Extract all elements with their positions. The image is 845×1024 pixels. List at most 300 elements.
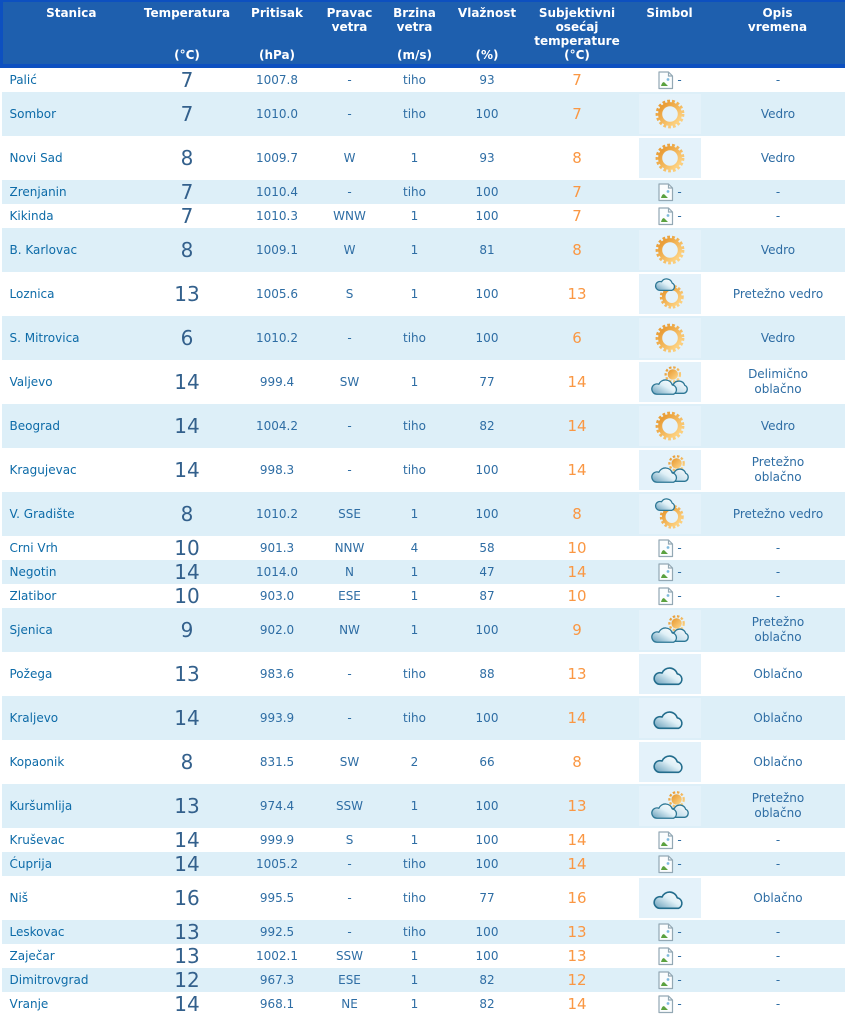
- wind-direction-cell: NE: [341, 997, 358, 1011]
- feels-like-cell: 6: [572, 329, 582, 347]
- wind-speed-cell: tiho: [403, 711, 426, 725]
- sun-behind-small-cloud-icon: [652, 277, 688, 311]
- description-cell: [710, 536, 845, 560]
- cloud-icon: [651, 883, 689, 913]
- wind-direction-cell: SSW: [335, 799, 364, 813]
- description-line: -: [775, 924, 781, 939]
- pressure-cell: 995.5: [259, 891, 295, 905]
- column-label-line: Pritisak: [251, 6, 303, 20]
- temperature-cell: 8: [180, 750, 194, 774]
- temperature-cell: 14: [174, 706, 200, 730]
- station-cell: Kopaonik: [9, 755, 65, 769]
- station-cell: Novi Sad: [9, 151, 63, 165]
- feels-like-cell: 8: [572, 753, 582, 771]
- sun-icon: [652, 409, 688, 443]
- description-line: Pretežno vedro: [732, 286, 824, 301]
- missing-image-alt-text: -: [677, 857, 682, 871]
- wind-direction-cell: NNW: [334, 541, 365, 555]
- wind-speed-cell: tiho: [403, 857, 426, 871]
- weather-symbol-box: [639, 274, 701, 314]
- cloud-icon: [651, 747, 689, 777]
- wind-speed-cell: tiho: [403, 419, 426, 433]
- temperature-cell: 14: [174, 992, 200, 1016]
- pressure-cell: 998.3: [259, 463, 295, 477]
- temperature-cell: 14: [174, 560, 200, 584]
- column-unit: (%): [475, 48, 499, 62]
- wind-direction-cell: -: [347, 711, 352, 725]
- description-cell: [710, 992, 845, 1016]
- description-cell: [710, 696, 845, 740]
- humidity-cell: 82: [479, 973, 495, 987]
- wind-speed-cell: tiho: [403, 891, 426, 905]
- missing-symbol: [657, 923, 681, 942]
- weather-symbol-box: [639, 878, 701, 918]
- feels-like-cell: 10: [567, 539, 587, 557]
- station-cell: V. Gradište: [9, 507, 75, 521]
- symbol-cell: [630, 944, 710, 968]
- sun-behind-clouds-icon: [651, 366, 689, 398]
- temperature-cell: 7: [180, 68, 194, 92]
- weather-symbol-box: [639, 742, 701, 782]
- missing-symbol: [657, 855, 681, 874]
- column-unit: (°C): [564, 48, 590, 62]
- humidity-cell: 100: [475, 463, 499, 477]
- weather-symbol-box: [639, 230, 701, 270]
- humidity-cell: 88: [479, 667, 495, 681]
- broken-image-icon: [657, 71, 674, 90]
- humidity-cell: 100: [475, 287, 499, 301]
- wind-direction-cell: -: [347, 463, 352, 477]
- feels-like-cell: 7: [572, 207, 582, 225]
- pressure-cell: 1010.2: [256, 331, 298, 345]
- broken-image-icon: [657, 207, 674, 226]
- description-line: Vedro: [760, 150, 796, 165]
- broken-image-icon: [657, 587, 674, 606]
- humidity-cell: 77: [479, 891, 495, 905]
- symbol-cell: [630, 784, 710, 828]
- missing-symbol: [657, 563, 681, 582]
- station-cell: Kuršumlija: [9, 799, 73, 813]
- wind-direction-cell: -: [347, 419, 352, 433]
- column-header-station: [2, 1, 140, 66]
- description-cell: [710, 492, 845, 536]
- weather-symbol-box: [639, 450, 701, 490]
- table-row: [2, 784, 845, 828]
- missing-symbol: [657, 947, 681, 966]
- symbol-cell: [630, 852, 710, 876]
- temperature-cell: 12: [174, 968, 200, 992]
- symbol-cell: [630, 92, 710, 136]
- sun-icon: [652, 233, 688, 267]
- description-line: Pretežno vedro: [732, 506, 824, 521]
- feels-like-cell: 7: [572, 105, 582, 123]
- temperature-cell: 13: [174, 794, 200, 818]
- pressure-cell: 831.5: [259, 755, 295, 769]
- pressure-cell: 1005.2: [256, 857, 298, 871]
- table-row: [2, 272, 845, 316]
- feels-like-cell: 7: [572, 183, 582, 201]
- pressure-cell: 1014.0: [256, 565, 298, 579]
- column-label: [3, 6, 140, 20]
- missing-image-alt-text: -: [677, 185, 682, 199]
- symbol-cell: [630, 448, 710, 492]
- feels-like-cell: 10: [567, 587, 587, 605]
- station-cell: Zaječar: [9, 949, 55, 963]
- table-row: [2, 968, 845, 992]
- wind-speed-cell: 1: [410, 973, 419, 987]
- broken-image-icon: [657, 971, 674, 990]
- wind-speed-cell: tiho: [403, 463, 426, 477]
- description-line: -: [775, 856, 781, 871]
- humidity-cell: 100: [475, 507, 499, 521]
- description-cell: [710, 228, 845, 272]
- wind-speed-cell: tiho: [403, 331, 426, 345]
- description-line: oblačno: [754, 630, 802, 644]
- feels-like-cell: 9: [572, 621, 582, 639]
- table-header: [2, 1, 845, 66]
- sun-icon: [652, 97, 688, 131]
- humidity-cell: 100: [475, 331, 499, 345]
- temperature-cell: 14: [174, 458, 200, 482]
- column-label: [710, 6, 845, 34]
- sun-icon: [652, 141, 688, 175]
- description-line: oblačno: [754, 470, 802, 484]
- station-cell: Sjenica: [9, 623, 53, 637]
- table-row: [2, 448, 845, 492]
- description-cell: [710, 66, 845, 92]
- symbol-cell: [630, 136, 710, 180]
- pressure-cell: 1010.0: [256, 107, 298, 121]
- humidity-cell: 81: [479, 243, 495, 257]
- description-line: -: [775, 184, 781, 199]
- column-label-line: Brzina: [393, 6, 436, 20]
- missing-image-alt-text: -: [677, 209, 682, 223]
- wind-direction-cell: N: [345, 565, 354, 579]
- temperature-cell: 10: [174, 536, 200, 560]
- symbol-cell: [630, 992, 710, 1016]
- weather-symbol-box: [639, 406, 701, 446]
- missing-image-alt-text: -: [677, 73, 682, 87]
- wind-speed-cell: tiho: [403, 185, 426, 199]
- wind-speed-cell: 1: [410, 375, 419, 389]
- weather-symbol-box: [639, 362, 701, 402]
- symbol-cell: [630, 204, 710, 228]
- symbol-cell: [630, 536, 710, 560]
- missing-image-alt-text: -: [677, 565, 682, 579]
- description-line: Pretežno: [751, 455, 805, 469]
- wind-direction-cell: WNW: [333, 209, 366, 223]
- station-cell: Kraljevo: [9, 711, 59, 725]
- station-cell: Zrenjanin: [9, 185, 67, 199]
- broken-image-icon: [657, 995, 674, 1014]
- pressure-cell: 999.4: [259, 375, 295, 389]
- column-header-humidity: [450, 1, 525, 66]
- description-cell: [710, 404, 845, 448]
- pressure-cell: 903.0: [259, 589, 295, 603]
- description-cell: [710, 584, 845, 608]
- table-row: [2, 652, 845, 696]
- description-line: Oblačno: [753, 890, 803, 905]
- station-cell: B. Karlovac: [9, 243, 78, 257]
- wind-speed-cell: 1: [410, 833, 419, 847]
- feels-like-cell: 8: [572, 241, 582, 259]
- description-cell: [710, 560, 845, 584]
- column-label-line: osećaj: [555, 20, 599, 34]
- description-cell: [710, 852, 845, 876]
- broken-image-icon: [657, 947, 674, 966]
- feels-like-cell: 8: [572, 505, 582, 523]
- description-cell: [710, 92, 845, 136]
- station-cell: Loznica: [9, 287, 55, 301]
- feels-like-cell: 14: [567, 831, 587, 849]
- table-row: [2, 920, 845, 944]
- missing-image-alt-text: -: [677, 973, 682, 987]
- station-cell: Ćuprija: [9, 857, 53, 871]
- wind-direction-cell: -: [347, 73, 352, 87]
- description-cell: [710, 652, 845, 696]
- pressure-cell: 1009.7: [256, 151, 298, 165]
- column-label: [380, 6, 450, 34]
- description-line: Oblačno: [753, 754, 803, 769]
- symbol-cell: [630, 404, 710, 448]
- wind-speed-cell: 1: [410, 287, 419, 301]
- column-label-line: Vlažnost: [457, 6, 517, 20]
- station-cell: Palić: [9, 73, 37, 87]
- pressure-cell: 1005.6: [256, 287, 298, 301]
- wind-direction-cell: SSW: [335, 949, 364, 963]
- humidity-cell: 87: [479, 589, 495, 603]
- missing-image-alt-text: -: [677, 949, 682, 963]
- description-line: Vedro: [760, 330, 796, 345]
- description-cell: [710, 360, 845, 404]
- pressure-cell: 1007.8: [256, 73, 298, 87]
- table-row: [2, 608, 845, 652]
- broken-image-icon: [657, 539, 674, 558]
- wind-speed-cell: 2: [410, 755, 419, 769]
- table-row: [2, 584, 845, 608]
- humidity-cell: 100: [475, 711, 499, 725]
- symbol-cell: [630, 608, 710, 652]
- temperature-cell: 7: [180, 204, 194, 228]
- weather-symbol-box: [639, 94, 701, 134]
- temperature-cell: 13: [174, 944, 200, 968]
- description-cell: [710, 876, 845, 920]
- broken-image-icon: [657, 831, 674, 850]
- description-line: -: [775, 996, 781, 1011]
- missing-image-alt-text: -: [677, 925, 682, 939]
- column-header-description: [710, 1, 845, 66]
- missing-symbol: [657, 971, 681, 990]
- pressure-cell: 992.5: [259, 925, 295, 939]
- description-line: Oblačno: [753, 710, 803, 725]
- symbol-cell: [630, 66, 710, 92]
- missing-symbol: [657, 539, 681, 558]
- wind-direction-cell: SSE: [338, 507, 361, 521]
- wind-direction-cell: SW: [339, 375, 360, 389]
- station-cell: Požega: [9, 667, 53, 681]
- weather-symbol-box: [639, 318, 701, 358]
- humidity-cell: 100: [475, 833, 499, 847]
- pressure-cell: 1010.4: [256, 185, 298, 199]
- table-row: [2, 740, 845, 784]
- broken-image-icon: [657, 563, 674, 582]
- temperature-cell: 6: [180, 326, 194, 350]
- humidity-cell: 66: [479, 755, 495, 769]
- temperature-cell: 13: [174, 282, 200, 306]
- station-cell: Dimitrovgrad: [9, 973, 89, 987]
- humidity-cell: 93: [479, 73, 495, 87]
- description-cell: [710, 740, 845, 784]
- table-row: [2, 66, 845, 92]
- table-row: [2, 944, 845, 968]
- humidity-cell: 82: [479, 997, 495, 1011]
- missing-image-alt-text: -: [677, 589, 682, 603]
- column-header-wind_dir: [320, 1, 380, 66]
- pressure-cell: 1010.3: [256, 209, 298, 223]
- wind-speed-cell: tiho: [403, 667, 426, 681]
- table-row: [2, 828, 845, 852]
- temperature-cell: 13: [174, 920, 200, 944]
- wind-direction-cell: W: [343, 243, 356, 257]
- description-cell: [710, 784, 845, 828]
- wind-direction-cell: -: [347, 667, 352, 681]
- table-row: [2, 136, 845, 180]
- description-cell: [710, 608, 845, 652]
- temperature-cell: 16: [174, 886, 200, 910]
- description-line: -: [775, 540, 781, 555]
- table-row: [2, 992, 845, 1016]
- feels-like-cell: 13: [567, 947, 587, 965]
- description-line: -: [775, 972, 781, 987]
- column-label-line: vetra: [396, 20, 433, 34]
- wind-direction-cell: -: [347, 857, 352, 871]
- pressure-cell: 999.9: [259, 833, 295, 847]
- wind-direction-cell: -: [347, 925, 352, 939]
- temperature-cell: 8: [180, 502, 194, 526]
- symbol-cell: [630, 876, 710, 920]
- humidity-cell: 100: [475, 107, 499, 121]
- feels-like-cell: 12: [567, 971, 587, 989]
- symbol-cell: [630, 740, 710, 784]
- symbol-cell: [630, 828, 710, 852]
- broken-image-icon: [657, 923, 674, 942]
- symbol-cell: [630, 272, 710, 316]
- humidity-cell: 100: [475, 949, 499, 963]
- table-row: [2, 492, 845, 536]
- feels-like-cell: 8: [572, 149, 582, 167]
- description-line: -: [775, 564, 781, 579]
- station-cell: Sombor: [9, 107, 57, 121]
- humidity-cell: 77: [479, 375, 495, 389]
- feels-like-cell: 16: [567, 889, 587, 907]
- missing-symbol: [657, 71, 681, 90]
- wind-speed-cell: 1: [410, 151, 419, 165]
- station-cell: Negotin: [9, 565, 57, 579]
- description-line: -: [775, 832, 781, 847]
- pressure-cell: 968.1: [259, 997, 295, 1011]
- pressure-cell: 993.9: [259, 711, 295, 725]
- column-label-line: Subjektivni: [538, 6, 616, 20]
- wind-speed-cell: 1: [410, 949, 419, 963]
- description-cell: [710, 968, 845, 992]
- temperature-cell: 8: [180, 146, 194, 170]
- wind-speed-cell: 4: [410, 541, 419, 555]
- missing-symbol: [657, 587, 681, 606]
- humidity-cell: 100: [475, 209, 499, 223]
- symbol-cell: [630, 180, 710, 204]
- station-cell: Crni Vrh: [9, 541, 58, 555]
- feels-like-cell: 13: [567, 923, 587, 941]
- missing-image-alt-text: -: [677, 997, 682, 1011]
- symbol-cell: [630, 652, 710, 696]
- description-line: Pretežno: [751, 615, 805, 629]
- column-label-line: Opis: [762, 6, 793, 20]
- description-cell: [710, 448, 845, 492]
- column-label-line: temperature: [534, 34, 620, 48]
- column-label: [235, 6, 320, 20]
- wind-direction-cell: ESE: [338, 589, 361, 603]
- humidity-cell: 58: [479, 541, 495, 555]
- column-label: [630, 6, 710, 20]
- description-line: Pretežno: [751, 791, 805, 805]
- symbol-cell: [630, 492, 710, 536]
- table-row: [2, 92, 845, 136]
- column-unit: (m/s): [397, 48, 432, 62]
- column-unit: (hPa): [258, 48, 296, 62]
- description-line: oblačno: [754, 806, 802, 820]
- feels-like-cell: 14: [567, 709, 587, 727]
- station-cell: Kragujevac: [9, 463, 77, 477]
- wind-speed-cell: 1: [410, 243, 419, 257]
- description-line: -: [775, 208, 781, 223]
- humidity-cell: 82: [479, 419, 495, 433]
- missing-symbol: [657, 183, 681, 202]
- station-cell: Zlatibor: [9, 589, 57, 603]
- table-row: [2, 536, 845, 560]
- temperature-cell: 14: [174, 828, 200, 852]
- station-cell: Kruševac: [9, 833, 65, 847]
- description-line: oblačno: [754, 382, 802, 396]
- column-label: [140, 6, 235, 20]
- description-cell: [710, 316, 845, 360]
- station-cell: S. Mitrovica: [9, 331, 80, 345]
- weather-symbol-box: [639, 654, 701, 694]
- symbol-cell: [630, 696, 710, 740]
- description-line: Delimično: [748, 367, 808, 381]
- temperature-cell: 7: [180, 180, 194, 204]
- humidity-cell: 93: [479, 151, 495, 165]
- weather-symbol-box: [639, 610, 701, 650]
- feels-like-cell: 13: [567, 797, 587, 815]
- wind-speed-cell: tiho: [403, 73, 426, 87]
- column-header-temperature: [140, 1, 235, 66]
- description-line: -: [775, 948, 781, 963]
- weather-symbol-box: [639, 786, 701, 826]
- temperature-cell: 14: [174, 370, 200, 394]
- humidity-cell: 100: [475, 185, 499, 199]
- feels-like-cell: 14: [567, 417, 587, 435]
- column-header-symbol: [630, 1, 710, 66]
- humidity-cell: 100: [475, 925, 499, 939]
- pressure-cell: 967.3: [259, 973, 295, 987]
- wind-direction-cell: NW: [339, 623, 360, 637]
- cloud-icon: [651, 703, 689, 733]
- weather-symbol-box: [639, 698, 701, 738]
- cloud-icon: [651, 659, 689, 689]
- missing-symbol: [657, 207, 681, 226]
- wind-direction-cell: -: [347, 891, 352, 905]
- column-label-line: Stanica: [46, 6, 97, 20]
